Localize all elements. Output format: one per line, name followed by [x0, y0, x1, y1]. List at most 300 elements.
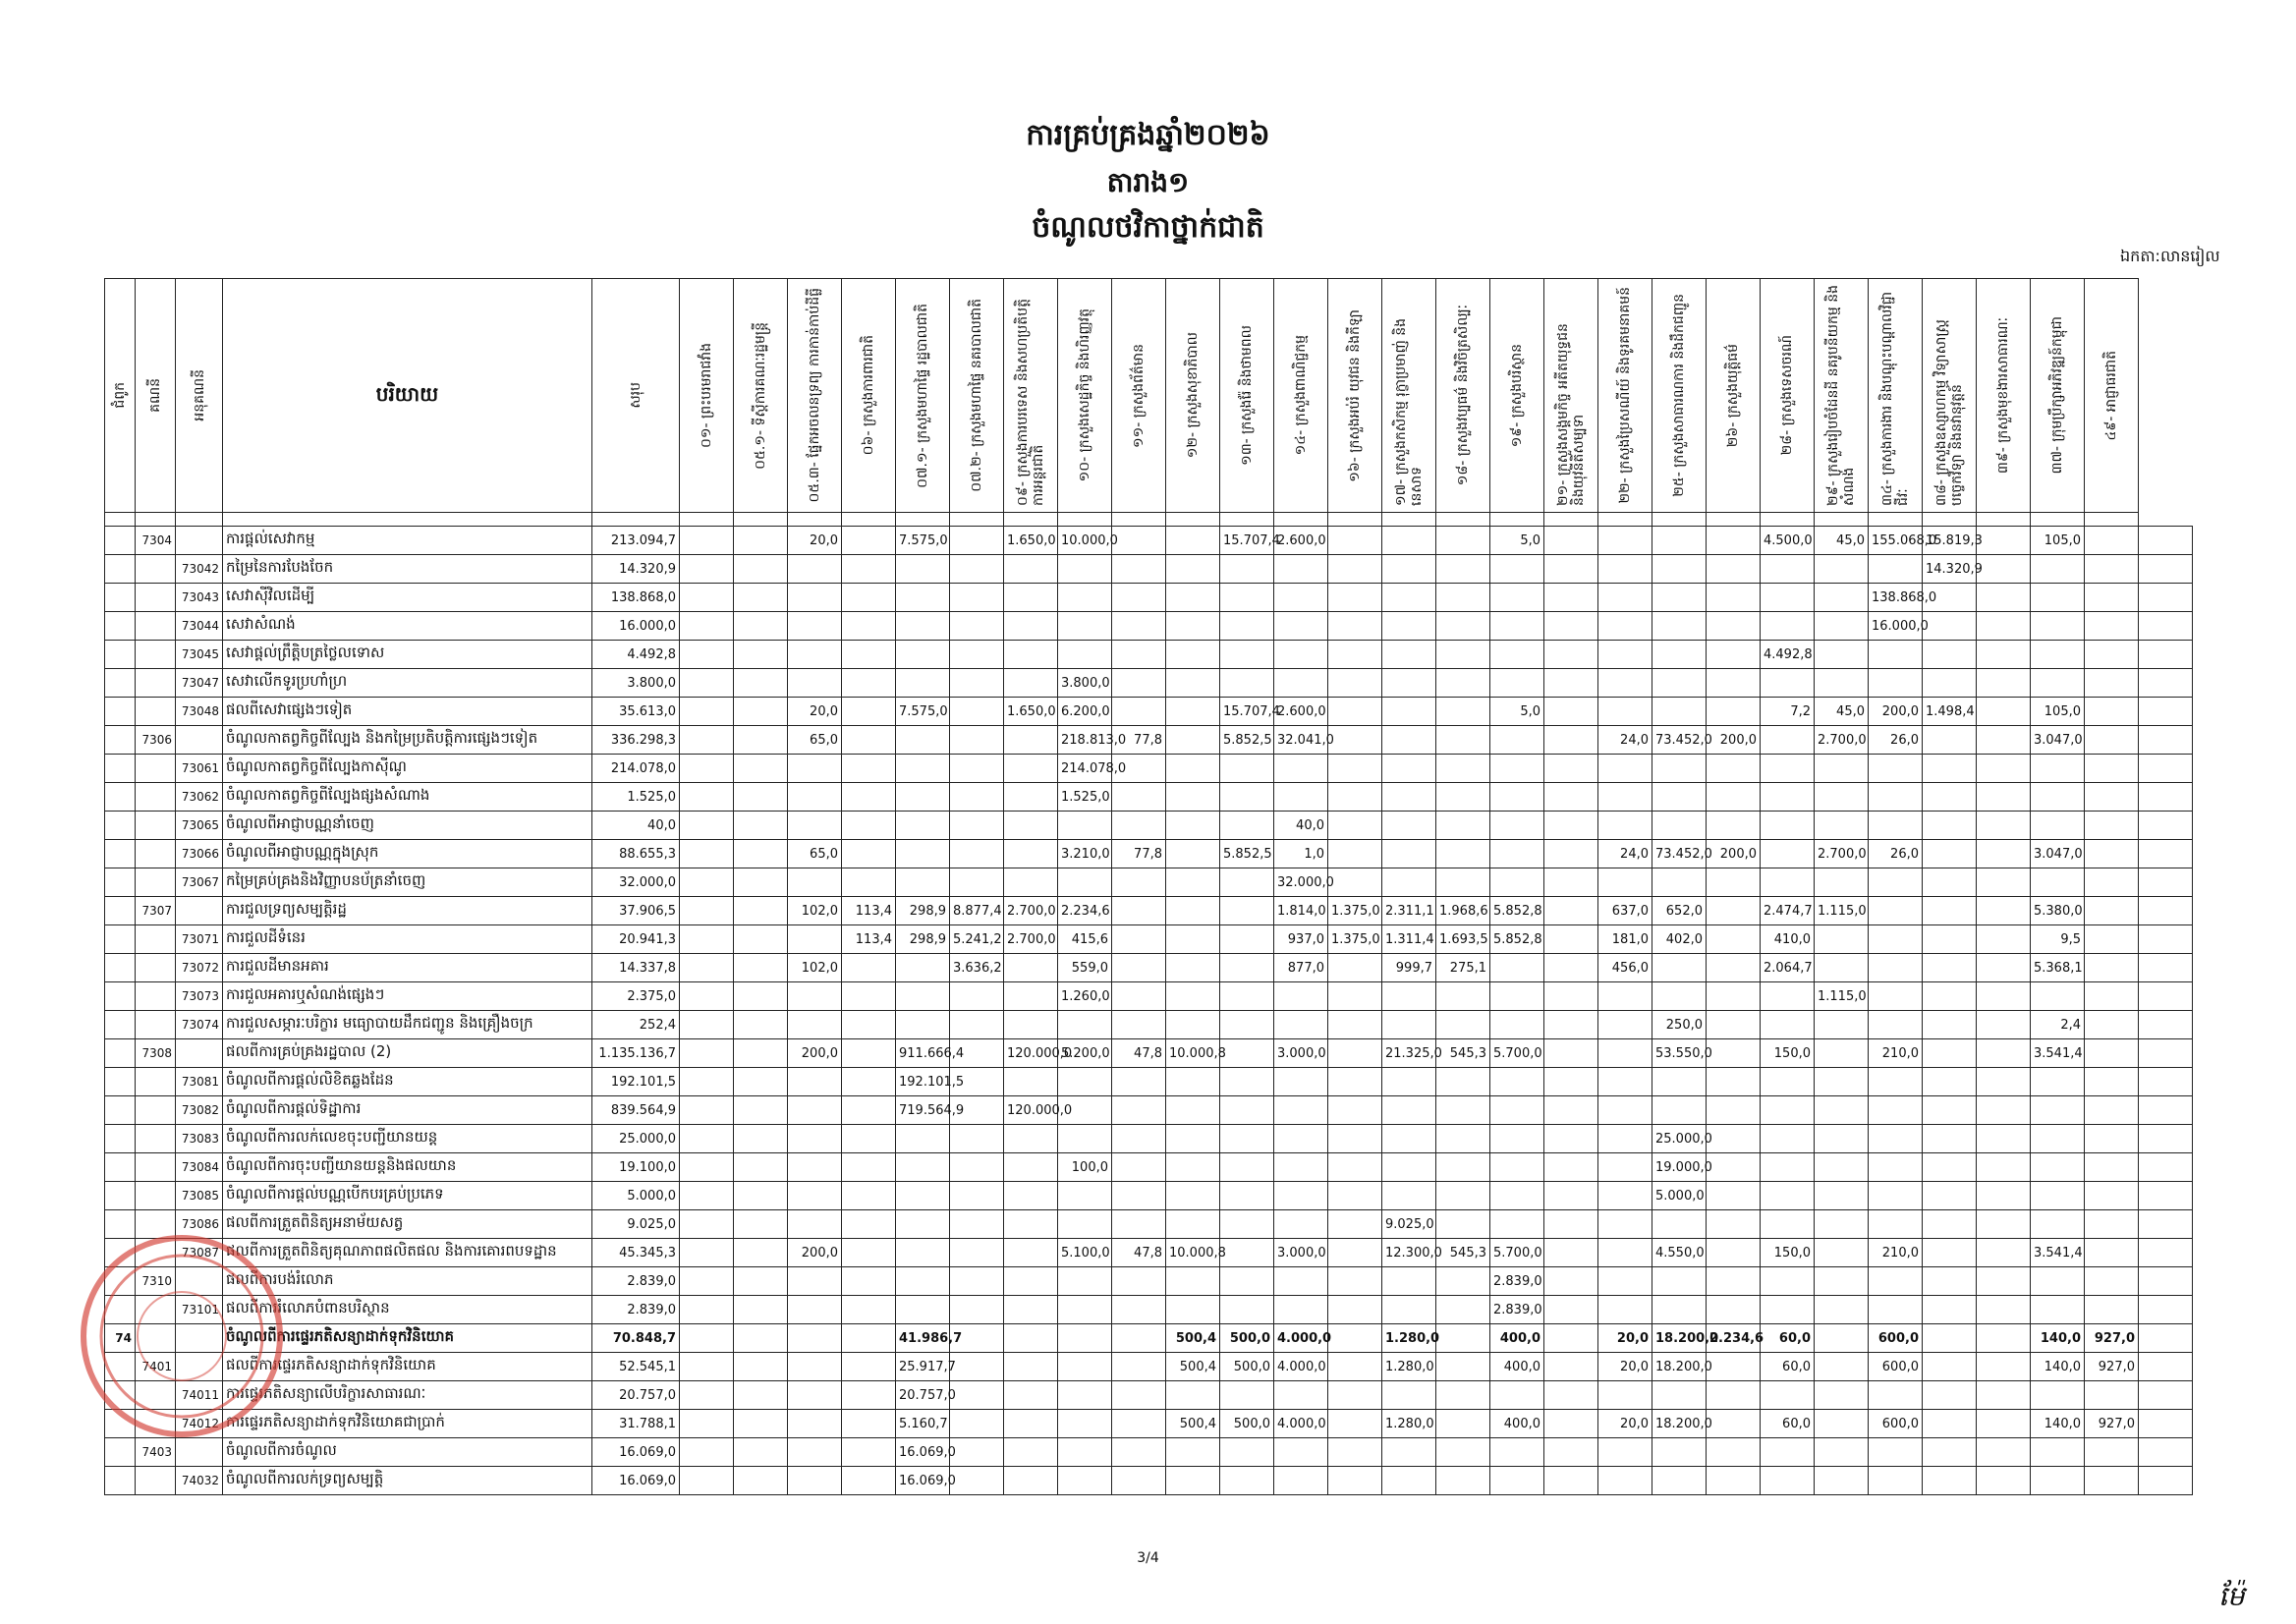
table-cell	[734, 641, 788, 669]
table-cell	[2139, 555, 2193, 584]
title-line-1: ការគ្រប់គ្រងឆ្នាំ២០២៦	[1026, 118, 1270, 152]
table-row	[105, 641, 2213, 669]
table-cell	[2085, 1011, 2139, 1039]
column-header: ២៦- ក្រសួងយុត្តិធម៌	[1707, 279, 1761, 513]
table-cell	[896, 612, 950, 641]
column-header: ០៥.១- ទីស្តីការគណៈរដ្ឋមន្ត្រី	[734, 279, 788, 513]
table-cell	[1761, 1011, 1815, 1039]
table-cell	[2031, 783, 2085, 812]
table-cell	[842, 755, 896, 783]
table-cell	[1598, 584, 1652, 612]
table-cell: 192.101,5	[896, 1068, 950, 1096]
table-cell	[1112, 925, 1166, 954]
table-cell	[1598, 1011, 1652, 1039]
table-cell	[1220, 1438, 1274, 1467]
table-cell: 113,4	[842, 925, 896, 954]
column-header: ១១- ក្រសួងព័ត៌មាន	[1112, 279, 1166, 513]
table-cell: 336.298,3	[592, 726, 680, 755]
table-cell	[1977, 669, 2031, 698]
table-cell: 927,0	[2085, 1410, 2139, 1438]
table-row	[105, 584, 2213, 612]
table-cell	[1112, 1182, 1166, 1210]
table-cell	[1166, 584, 1220, 612]
table-cell	[2085, 1296, 2139, 1324]
table-cell	[1436, 641, 1490, 669]
table-cell	[2031, 868, 2085, 897]
table-cell: 4.000,0	[1274, 1324, 1328, 1353]
table-cell	[680, 1438, 734, 1467]
table-cell	[1436, 726, 1490, 755]
table-cell	[1058, 1267, 1112, 1296]
table-cell	[2139, 1182, 2193, 1210]
table-cell: 140,0	[2031, 1324, 2085, 1353]
table-cell	[842, 1467, 896, 1495]
table-cell: 140,0	[2031, 1353, 2085, 1381]
table-cell	[2139, 954, 2193, 982]
table-cell	[1220, 1125, 1274, 1153]
table-cell	[1869, 1267, 1923, 1296]
table-cell	[1490, 555, 1544, 584]
column-header: ៣៩- ក្រសួងមុខងារសាធារណៈ	[1977, 279, 2031, 513]
table-cell	[2139, 1239, 2193, 1267]
table-cell	[1220, 641, 1274, 669]
column-header: ២៥- ក្រសួងសាធារណការ និងដឹកជញ្ជូន	[1652, 279, 1707, 513]
column-header: ១៣- ក្រសួងរ៉ែ និងថាមពល	[1220, 279, 1274, 513]
table-cell	[842, 1381, 896, 1410]
table-cell	[1490, 612, 1544, 641]
table-cell	[734, 1210, 788, 1239]
table-cell: 1.280,0	[1382, 1353, 1436, 1381]
table-cell	[1382, 1381, 1436, 1410]
table-cell: 65,0	[788, 726, 842, 755]
table-cell	[1436, 982, 1490, 1011]
table-cell: 5.700,0	[1490, 1239, 1544, 1267]
table-cell: 5.241,2	[950, 925, 1004, 954]
table-cell	[896, 1182, 950, 1210]
table-cell	[1274, 1296, 1328, 1324]
table-cell	[1815, 1096, 1869, 1125]
table-cell	[1598, 1296, 1652, 1324]
table-cell: 120.000,0	[1004, 1039, 1058, 1068]
table-cell	[1544, 1210, 1598, 1239]
table-cell	[1598, 641, 1652, 669]
table-cell: 5.000,0	[592, 1182, 680, 1210]
table-cell: 47,8	[1112, 1039, 1166, 1068]
table-cell	[1220, 612, 1274, 641]
table-cell	[734, 1353, 788, 1381]
table-cell	[1652, 612, 1707, 641]
table-cell: 138.868,0	[592, 584, 680, 612]
table-cell	[1977, 1438, 2031, 1467]
table-cell	[1328, 641, 1382, 669]
table-cell	[1598, 868, 1652, 897]
table-cell	[1274, 1096, 1328, 1125]
table-cell	[950, 527, 1004, 555]
table-cell	[1058, 1296, 1112, 1324]
table-cell	[1815, 1125, 1869, 1153]
table-cell	[842, 1410, 896, 1438]
table-cell	[1761, 840, 1815, 868]
table-cell	[1058, 1467, 1112, 1495]
table-cell	[1815, 612, 1869, 641]
table-cell	[680, 1125, 734, 1153]
row-code	[136, 954, 176, 982]
table-cell: 1.693,5	[1436, 925, 1490, 954]
table-cell	[788, 612, 842, 641]
table-cell	[1707, 669, 1761, 698]
table-cell	[1004, 1153, 1058, 1182]
table-cell	[1382, 755, 1436, 783]
table-cell	[1436, 1438, 1490, 1467]
table-cell	[2085, 925, 2139, 954]
column-header: ២៨- ក្រសួងទេសចរណ៍	[1761, 279, 1815, 513]
table-cell	[788, 1438, 842, 1467]
table-cell	[1112, 1381, 1166, 1410]
table-cell: 500,4	[1166, 1324, 1220, 1353]
table-cell	[1815, 1210, 1869, 1239]
table-cell	[1977, 726, 2031, 755]
row-description: កម្រៃគ្រប់គ្រងនិងវិញ្ញាបនប័ត្រនាំចេញ	[223, 868, 592, 897]
table-cell: 53.550,0	[1652, 1039, 1707, 1068]
table-cell	[1058, 555, 1112, 584]
table-cell: 5.700,0	[1490, 1039, 1544, 1068]
table-cell	[2031, 1438, 2085, 1467]
table-cell	[1652, 584, 1707, 612]
table-cell	[734, 698, 788, 726]
table-cell	[1436, 1096, 1490, 1125]
row-code	[105, 954, 136, 982]
table-cell	[2085, 1267, 2139, 1296]
table-cell	[842, 1296, 896, 1324]
table-cell	[1112, 641, 1166, 669]
table-cell	[950, 555, 1004, 584]
row-code	[105, 840, 136, 868]
table-row	[105, 783, 2213, 812]
table-cell: 2.839,0	[592, 1267, 680, 1296]
table-cell: 7,2	[1761, 698, 1815, 726]
table-cell: 16.069,0	[592, 1438, 680, 1467]
table-cell	[1544, 1153, 1598, 1182]
table-cell: 1,0	[1274, 840, 1328, 868]
row-code: 73082	[176, 1096, 223, 1125]
table-cell	[2139, 669, 2193, 698]
table-cell	[1382, 1068, 1436, 1096]
table-cell	[1707, 1068, 1761, 1096]
table-cell	[1004, 641, 1058, 669]
table-cell: 12.300,0	[1382, 1239, 1436, 1267]
table-cell	[1004, 726, 1058, 755]
table-cell	[788, 1353, 842, 1381]
table-cell	[1923, 1438, 1977, 1467]
table-cell	[950, 1467, 1004, 1495]
table-cell	[2139, 982, 2193, 1011]
table-cell	[2085, 698, 2139, 726]
table-cell	[1112, 555, 1166, 584]
table-row	[105, 1381, 2213, 1410]
table-cell	[1004, 1381, 1058, 1410]
table-cell	[1815, 925, 1869, 954]
table-cell	[1544, 1125, 1598, 1153]
row-code: 7306	[136, 726, 176, 755]
table-cell	[1652, 1096, 1707, 1125]
table-cell	[1328, 868, 1382, 897]
table-cell	[1652, 669, 1707, 698]
table-row	[105, 1182, 2213, 1210]
table-cell	[1598, 1096, 1652, 1125]
table-cell	[788, 783, 842, 812]
table-cell	[2031, 641, 2085, 669]
table-cell	[1652, 1267, 1707, 1296]
table-row	[105, 527, 2213, 555]
table-cell: 19.100,0	[592, 1153, 680, 1182]
table-cell	[734, 897, 788, 925]
table-cell: 21.325,0	[1382, 1039, 1436, 1068]
table-cell	[680, 812, 734, 840]
table-cell	[950, 1125, 1004, 1153]
table-cell	[1166, 1467, 1220, 1495]
table-cell: 402,0	[1652, 925, 1707, 954]
table-row	[105, 812, 2213, 840]
table-cell	[1652, 868, 1707, 897]
table-cell	[680, 982, 734, 1011]
table-cell	[1166, 1381, 1220, 1410]
table-cell	[950, 1438, 1004, 1467]
table-cell	[1436, 698, 1490, 726]
row-code: 73071	[176, 925, 223, 954]
row-code	[105, 1125, 136, 1153]
row-description: ការផ្ទេរភតិសន្យាលើបរិក្ខារសាធារណៈ	[223, 1381, 592, 1410]
row-code: 74	[105, 1324, 136, 1353]
table-cell	[1544, 584, 1598, 612]
row-code: 73045	[176, 641, 223, 669]
row-code: 73061	[176, 755, 223, 783]
table-row	[105, 1096, 2213, 1125]
table-row	[105, 698, 2213, 726]
table-cell	[842, 1239, 896, 1267]
row-code: 7308	[136, 1039, 176, 1068]
table-cell: 8.877,4	[950, 897, 1004, 925]
table-cell	[842, 612, 896, 641]
table-cell	[1923, 641, 1977, 669]
table-cell	[950, 755, 1004, 783]
table-cell	[1328, 812, 1382, 840]
table-cell: 400,0	[1490, 1353, 1544, 1381]
table-row	[105, 840, 2213, 868]
table-cell: 2.839,0	[1490, 1267, 1544, 1296]
table-cell: 4.500,0	[1761, 527, 1815, 555]
row-description: ចំណូលពីការផ្តល់បណ្ណបើកបរគ្រប់ប្រភេទ	[223, 1182, 592, 1210]
table-cell	[1598, 1467, 1652, 1495]
table-cell	[2085, 1467, 2139, 1495]
table-cell	[1598, 1039, 1652, 1068]
table-cell	[1166, 612, 1220, 641]
table-cell	[1004, 783, 1058, 812]
row-code	[136, 868, 176, 897]
table-cell: 545,3	[1436, 1239, 1490, 1267]
table-cell	[1923, 1096, 1977, 1125]
row-code	[136, 669, 176, 698]
table-cell	[2139, 840, 2193, 868]
table-cell	[1761, 1096, 1815, 1125]
table-cell: 32.000,0	[1274, 868, 1328, 897]
table-cell	[1544, 954, 1598, 982]
table-cell	[950, 1011, 1004, 1039]
table-cell	[896, 868, 950, 897]
table-cell: 400,0	[1490, 1410, 1544, 1438]
table-cell	[1869, 641, 1923, 669]
column-header: ៣៤- ក្រសួងការងារ និងបណ្តុះបណ្តាលវិជ្ជាជីវៈ	[1869, 279, 1923, 513]
table-cell	[1436, 840, 1490, 868]
table-cell	[1112, 1324, 1166, 1353]
table-cell	[950, 612, 1004, 641]
table-cell	[842, 1039, 896, 1068]
table-cell	[680, 584, 734, 612]
table-cell: 3.047,0	[2031, 840, 2085, 868]
table-cell	[2139, 1153, 2193, 1182]
table-cell	[950, 698, 1004, 726]
table-cell	[1328, 1011, 1382, 1039]
table-cell: 88.655,3	[592, 840, 680, 868]
row-description: ផលពីការត្រួតពិនិត្យអនាម័យសត្វ	[223, 1210, 592, 1239]
row-code: 74012	[176, 1410, 223, 1438]
table-cell	[1544, 1324, 1598, 1353]
table-cell: 26,0	[1869, 840, 1923, 868]
table-cell: 500,4	[1166, 1410, 1220, 1438]
table-cell	[734, 925, 788, 954]
table-cell	[680, 1467, 734, 1495]
table-cell	[1761, 1438, 1815, 1467]
table-cell	[896, 840, 950, 868]
column-header: បរិយាយ	[223, 279, 592, 513]
row-code: 73072	[176, 954, 223, 982]
row-code	[105, 584, 136, 612]
table-cell	[1707, 812, 1761, 840]
table-cell	[1598, 1239, 1652, 1267]
column-header: ១២- ក្រសួងសុខាភិបាល	[1166, 279, 1220, 513]
table-cell: 60,0	[1761, 1324, 1815, 1353]
table-cell	[1652, 1381, 1707, 1410]
row-code	[136, 555, 176, 584]
row-code	[136, 812, 176, 840]
table-cell: 5.852,5	[1220, 726, 1274, 755]
table-cell	[1923, 1239, 1977, 1267]
table-cell	[788, 1153, 842, 1182]
table-cell: 10.000,8	[1166, 1239, 1220, 1267]
table-cell: 26,0	[1869, 726, 1923, 755]
column-header: ០៥.៣- ផ្នែកអចលនទ្រព្យ ការកាន់កាប់ដីធ្លី	[788, 279, 842, 513]
table-cell	[896, 1153, 950, 1182]
table-cell	[1004, 1296, 1058, 1324]
table-cell	[2031, 1296, 2085, 1324]
table-cell	[1436, 755, 1490, 783]
table-cell: 559,0	[1058, 954, 1112, 982]
column-header: ០៩- ក្រសួងការបរទេស និងសហប្រតិបត្តិការអន្តរជាតិ	[1004, 279, 1058, 513]
column-header: ១៤- ក្រសួងពាណិជ្ជកម្ម	[1274, 279, 1328, 513]
table-cell: 24,0	[1598, 840, 1652, 868]
table-cell: 1.814,0	[1274, 897, 1328, 925]
table-cell: 927,0	[2085, 1353, 2139, 1381]
table-cell: 16.069,0	[896, 1467, 950, 1495]
table-cell	[1112, 669, 1166, 698]
table-cell	[1869, 1182, 1923, 1210]
row-description: ចំណូលពីការចំណូល	[223, 1438, 592, 1467]
table-cell	[1923, 1125, 1977, 1153]
table-cell	[1382, 612, 1436, 641]
table-cell: 20,0	[1598, 1410, 1652, 1438]
table-cell	[1112, 1210, 1166, 1239]
table-cell	[1382, 1267, 1436, 1296]
table-cell	[842, 1068, 896, 1096]
table-cell	[2031, 1267, 2085, 1296]
table-cell: 10.000,8	[1166, 1039, 1220, 1068]
table-cell	[1923, 1353, 1977, 1381]
table-cell	[842, 726, 896, 755]
table-cell	[1598, 812, 1652, 840]
table-cell: 298,9	[896, 897, 950, 925]
table-cell	[788, 1381, 842, 1410]
table-cell	[950, 1296, 1004, 1324]
table-cell	[1815, 1182, 1869, 1210]
table-cell	[1436, 868, 1490, 897]
row-description: ផលពីការត្រួតពិនិត្យគុណភាពផលិតផល និងការគោរពបទដ្ឋាន	[223, 1239, 592, 1267]
column-header: ១៩- ក្រសួងបរិស្ថាន	[1490, 279, 1544, 513]
row-description: ចំណូលពីការលក់លេខចុះបញ្ជីយានយន្ត	[223, 1125, 592, 1153]
table-row	[105, 1039, 2213, 1068]
table-cell	[1004, 1467, 1058, 1495]
table-cell	[2139, 584, 2193, 612]
table-cell	[1869, 783, 1923, 812]
table-cell: 4.000,0	[1274, 1410, 1328, 1438]
table-cell	[1544, 1239, 1598, 1267]
table-cell	[1707, 1267, 1761, 1296]
table-cell	[950, 1210, 1004, 1239]
table-cell	[1977, 612, 2031, 641]
table-cell: 2.311,1	[1382, 897, 1436, 925]
table-cell	[2085, 783, 2139, 812]
table-cell	[1220, 584, 1274, 612]
table-cell	[1436, 1324, 1490, 1353]
table-cell: 5.200,0	[1058, 1039, 1112, 1068]
table-cell	[1058, 1381, 1112, 1410]
table-cell: 4.492,8	[1761, 641, 1815, 669]
table-cell	[896, 783, 950, 812]
table-cell	[1923, 897, 1977, 925]
table-cell	[2139, 812, 2193, 840]
table-cell	[842, 669, 896, 698]
table-cell	[1923, 1267, 1977, 1296]
table-cell	[1815, 1381, 1869, 1410]
table-cell: 14.320,9	[1923, 555, 1977, 584]
table-cell	[1328, 1467, 1382, 1495]
table-cell	[1220, 1096, 1274, 1125]
table-cell: 15.819,3	[1923, 527, 1977, 555]
table-cell: 77,8	[1112, 726, 1166, 755]
table-cell: 456,0	[1598, 954, 1652, 982]
table-cell	[896, 954, 950, 982]
row-code: 7304	[136, 527, 176, 555]
table-cell	[1112, 783, 1166, 812]
table-cell	[1923, 1467, 1977, 1495]
table-cell	[1274, 641, 1328, 669]
table-cell	[2139, 1381, 2193, 1410]
table-cell	[1382, 783, 1436, 812]
table-cell: 20.941,3	[592, 925, 680, 954]
table-row	[105, 1353, 2213, 1381]
row-code: 74032	[176, 1467, 223, 1495]
table-cell	[1328, 612, 1382, 641]
table-cell	[1112, 584, 1166, 612]
table-cell: 24,0	[1598, 726, 1652, 755]
